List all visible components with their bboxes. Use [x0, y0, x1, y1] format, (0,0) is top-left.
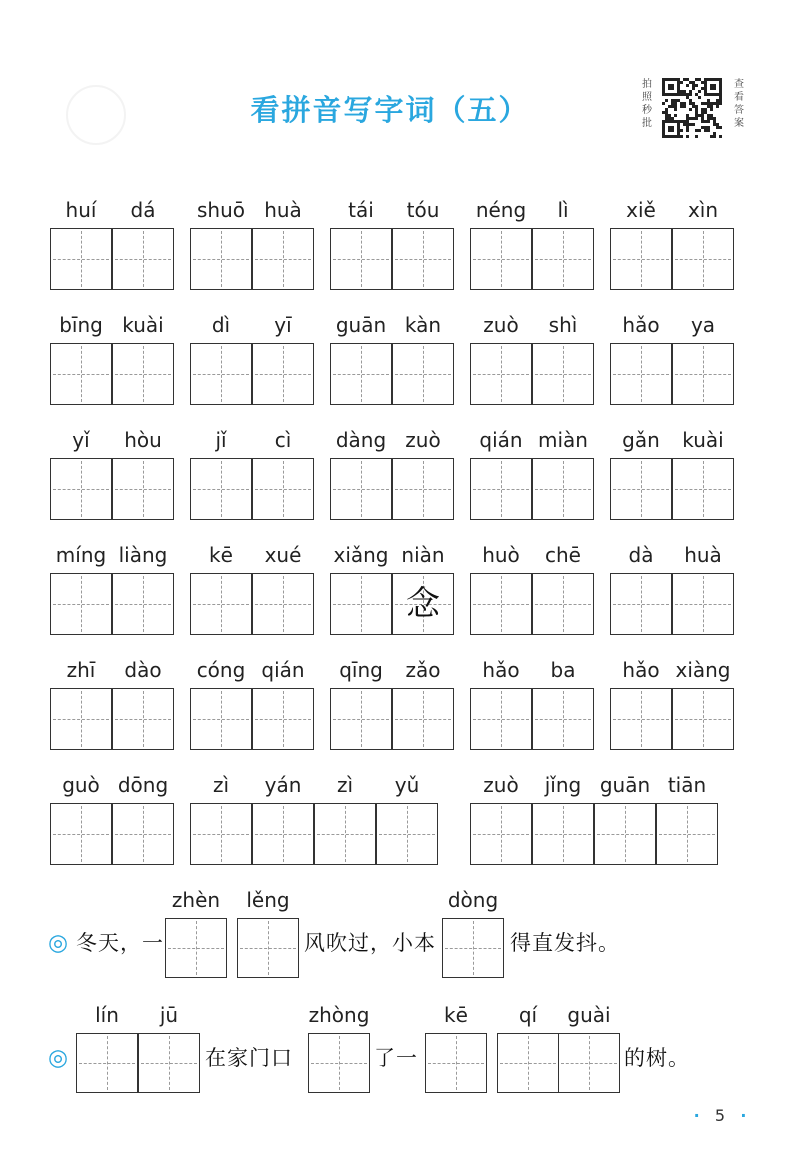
- pinyin-label: cì: [274, 428, 292, 452]
- pinyin-label: zhòng: [308, 1003, 370, 1027]
- sentence-text: 了一: [374, 1046, 418, 1070]
- pinyin-label: jū: [159, 1003, 179, 1027]
- writing-cell[interactable]: [252, 573, 314, 635]
- writing-cell[interactable]: [190, 228, 252, 290]
- writing-cell[interactable]: [656, 803, 718, 865]
- written-character: [393, 689, 453, 749]
- writing-cell[interactable]: [470, 228, 532, 290]
- pinyin-label: bīng: [59, 313, 103, 337]
- writing-cell[interactable]: [330, 458, 392, 520]
- written-character: [533, 229, 593, 289]
- pinyin-label: zhèn: [171, 888, 221, 912]
- pinyin-label: zǎo: [405, 658, 441, 682]
- writing-cell[interactable]: [672, 573, 734, 635]
- writing-cell[interactable]: [425, 1033, 487, 1093]
- written-character: [673, 229, 733, 289]
- written-character: [191, 229, 251, 289]
- writing-cell[interactable]: [532, 343, 594, 405]
- sentence-text: 在家门口: [205, 1046, 293, 1070]
- writing-cell[interactable]: [376, 803, 438, 865]
- written-character: [113, 804, 173, 864]
- writing-cell[interactable]: [50, 458, 112, 520]
- pinyin-label: qīng: [339, 658, 383, 682]
- pinyin-label: yǐ: [72, 428, 90, 452]
- pinyin-label: xué: [264, 543, 302, 567]
- writing-cell[interactable]: [672, 458, 734, 520]
- writing-cell[interactable]: [50, 573, 112, 635]
- pinyin-label: shuō: [196, 198, 245, 222]
- writing-cell[interactable]: [610, 688, 672, 750]
- written-character: [113, 574, 173, 634]
- writing-cell[interactable]: [470, 688, 532, 750]
- writing-cell[interactable]: [50, 688, 112, 750]
- writing-cell[interactable]: [252, 688, 314, 750]
- written-character: [191, 804, 251, 864]
- writing-cell[interactable]: [252, 803, 314, 865]
- circle-bullet-icon: ◎: [48, 930, 69, 956]
- written-character: 念: [406, 584, 440, 624]
- writing-cell[interactable]: [252, 228, 314, 290]
- pinyin-label: dá: [130, 198, 156, 222]
- page-number: [690, 1106, 750, 1125]
- faint-watermark: [66, 85, 126, 145]
- writing-cell[interactable]: [610, 228, 672, 290]
- writing-cell[interactable]: [610, 343, 672, 405]
- written-character: [253, 689, 313, 749]
- writing-cell[interactable]: [252, 343, 314, 405]
- written-character: [253, 229, 313, 289]
- writing-cell[interactable]: [470, 458, 532, 520]
- pinyin-label: liàng: [118, 543, 168, 567]
- pinyin-label: dà: [628, 543, 654, 567]
- pinyin-label: dàng: [335, 428, 387, 452]
- pinyin-label: zì: [336, 773, 354, 797]
- written-character: [595, 804, 655, 864]
- written-character: [331, 344, 391, 404]
- writing-cell[interactable]: [314, 803, 376, 865]
- written-character: [51, 574, 111, 634]
- pinyin-label: lì: [557, 198, 569, 222]
- pinyin-label: kàn: [404, 313, 442, 337]
- pinyin-label: kuài: [682, 428, 724, 452]
- writing-cell[interactable]: [165, 918, 227, 978]
- written-character: [533, 574, 593, 634]
- written-character: [377, 804, 437, 864]
- pinyin-label: zuò: [483, 313, 519, 337]
- writing-cell[interactable]: [112, 343, 174, 405]
- pinyin-label: tóu: [406, 198, 440, 222]
- writing-cell[interactable]: [190, 688, 252, 750]
- writing-cell[interactable]: [308, 1033, 370, 1093]
- written-character: [611, 229, 671, 289]
- written-character: [393, 344, 453, 404]
- writing-cell[interactable]: [672, 343, 734, 405]
- pinyin-label: lěng: [246, 888, 290, 912]
- writing-cell[interactable]: [190, 803, 252, 865]
- written-character: [471, 689, 531, 749]
- qr-answer-block[interactable]: [640, 76, 750, 138]
- page-title: 看拼音写字词（五）: [250, 93, 530, 127]
- written-character: [51, 229, 111, 289]
- written-character: [191, 459, 251, 519]
- writing-cell[interactable]: [330, 228, 392, 290]
- writing-cell[interactable]: [532, 228, 594, 290]
- pinyin-label: hǎo: [482, 658, 520, 682]
- written-character: [673, 344, 733, 404]
- pinyin-label: qián: [261, 658, 305, 682]
- writing-cell[interactable]: [252, 458, 314, 520]
- writing-cell[interactable]: [112, 573, 174, 635]
- written-character: [393, 229, 453, 289]
- written-character: [611, 689, 671, 749]
- pinyin-label: miàn: [538, 428, 588, 452]
- pinyin-label: dòng: [447, 888, 499, 912]
- pinyin-label: huò: [482, 543, 520, 567]
- writing-cell[interactable]: [76, 1033, 138, 1093]
- pinyin-label: huà: [264, 198, 302, 222]
- pinyin-label: kuài: [122, 313, 164, 337]
- page-dot-right: ·: [740, 1106, 747, 1125]
- writing-cell[interactable]: [532, 458, 594, 520]
- writing-cell[interactable]: [392, 573, 454, 635]
- writing-cell[interactable]: [330, 688, 392, 750]
- written-character: [191, 344, 251, 404]
- sentence-text: 的树。: [624, 1046, 690, 1070]
- sentence-text: 冬天，一: [76, 931, 164, 955]
- writing-cell[interactable]: [50, 343, 112, 405]
- pinyin-label: guài: [567, 1003, 611, 1027]
- pinyin-label: niàn: [401, 543, 445, 567]
- written-character: [51, 689, 111, 749]
- pinyin-label: guò: [62, 773, 100, 797]
- sentence-text: 风吹过，小本: [304, 931, 436, 955]
- pinyin-label: kē: [444, 1003, 468, 1027]
- writing-cell[interactable]: [392, 343, 454, 405]
- writing-cell[interactable]: [594, 803, 656, 865]
- written-character: [533, 689, 593, 749]
- written-character: [331, 689, 391, 749]
- writing-cell[interactable]: [442, 918, 504, 978]
- writing-cell[interactable]: [532, 688, 594, 750]
- written-character: [471, 229, 531, 289]
- writing-cell[interactable]: [190, 343, 252, 405]
- writing-cell[interactable]: [112, 803, 174, 865]
- pinyin-label: hǎo: [622, 313, 660, 337]
- page-number-value: 5: [714, 1106, 726, 1125]
- writing-cell[interactable]: [392, 458, 454, 520]
- pinyin-label: xiàng: [675, 658, 731, 682]
- written-character: [533, 804, 593, 864]
- written-character: [315, 804, 375, 864]
- pinyin-label: shì: [548, 313, 578, 337]
- written-character: [253, 804, 313, 864]
- pinyin-label: zuò: [483, 773, 519, 797]
- writing-cell[interactable]: [470, 573, 532, 635]
- writing-cell[interactable]: [112, 228, 174, 290]
- written-character: [113, 459, 173, 519]
- writing-cell[interactable]: [532, 803, 594, 865]
- pinyin-label: qí: [518, 1003, 538, 1027]
- written-character: [253, 574, 313, 634]
- pinyin-label: lín: [95, 1003, 119, 1027]
- pinyin-label: dào: [124, 658, 162, 682]
- pinyin-label: xiǎng: [333, 543, 389, 567]
- writing-cell[interactable]: [470, 803, 532, 865]
- pinyin-label: zuò: [405, 428, 441, 452]
- writing-cell[interactable]: [50, 228, 112, 290]
- writing-cell[interactable]: [112, 458, 174, 520]
- written-character: [331, 459, 391, 519]
- written-character: [51, 459, 111, 519]
- written-character: [331, 229, 391, 289]
- circle-bullet-icon: ◎: [48, 1045, 69, 1071]
- written-character: [393, 459, 453, 519]
- page-dot-left: ·: [693, 1106, 700, 1125]
- pinyin-label: kē: [209, 543, 233, 567]
- pinyin-label: ba: [550, 658, 576, 682]
- pinyin-label: míng: [55, 543, 107, 567]
- pinyin-label: xiě: [626, 198, 656, 222]
- written-character: [471, 574, 531, 634]
- written-character: [113, 689, 173, 749]
- pinyin-label: hòu: [124, 428, 162, 452]
- writing-cell[interactable]: [532, 573, 594, 635]
- writing-cell[interactable]: [672, 228, 734, 290]
- written-character: [673, 459, 733, 519]
- pinyin-label: guān: [599, 773, 651, 797]
- writing-cell[interactable]: [470, 343, 532, 405]
- written-character: [253, 459, 313, 519]
- sentence-text: 得直发抖。: [510, 931, 620, 955]
- pinyin-label: dì: [211, 313, 231, 337]
- writing-cell[interactable]: [392, 228, 454, 290]
- written-character: [673, 574, 733, 634]
- pinyin-label: ya: [690, 313, 716, 337]
- writing-cell[interactable]: [672, 688, 734, 750]
- written-character: [611, 459, 671, 519]
- writing-cell[interactable]: [558, 1033, 620, 1093]
- written-character: [191, 689, 251, 749]
- writing-cell[interactable]: [190, 458, 252, 520]
- written-character: [657, 804, 717, 864]
- writing-cell[interactable]: [330, 573, 392, 635]
- pinyin-label: gǎn: [622, 428, 660, 452]
- writing-cell[interactable]: [112, 688, 174, 750]
- pinyin-label: zhī: [66, 658, 96, 682]
- pinyin-label: chē: [545, 543, 581, 567]
- written-character: [113, 344, 173, 404]
- written-character: [611, 574, 671, 634]
- written-character: [471, 459, 531, 519]
- written-character: [51, 804, 111, 864]
- writing-cell[interactable]: [138, 1033, 200, 1093]
- written-character: [611, 344, 671, 404]
- writing-cell[interactable]: [237, 918, 299, 978]
- pinyin-label: jǐ: [215, 428, 227, 452]
- qr-code-icon[interactable]: [660, 76, 724, 140]
- pinyin-label: yǔ: [394, 773, 420, 797]
- pinyin-label: huà: [684, 543, 722, 567]
- written-character: [471, 344, 531, 404]
- pinyin-label: zì: [212, 773, 230, 797]
- written-character: [331, 574, 391, 634]
- pinyin-label: cóng: [196, 658, 246, 682]
- pinyin-label: tái: [348, 198, 374, 222]
- pinyin-label: xìn: [687, 198, 719, 222]
- qr-left-label: 拍照秒批: [642, 79, 652, 129]
- written-character: [533, 459, 593, 519]
- pinyin-label: yī: [274, 313, 292, 337]
- pinyin-label: qián: [479, 428, 523, 452]
- pinyin-label: huí: [65, 198, 97, 222]
- pinyin-label: néng: [475, 198, 527, 222]
- pinyin-label: dōng: [117, 773, 169, 797]
- writing-cell[interactable]: [392, 688, 454, 750]
- pinyin-label: hǎo: [622, 658, 660, 682]
- written-character: [253, 344, 313, 404]
- pinyin-label: guān: [335, 313, 387, 337]
- pinyin-label: jǐng: [544, 773, 582, 797]
- written-character: [533, 344, 593, 404]
- written-character: [673, 689, 733, 749]
- writing-cell[interactable]: [330, 343, 392, 405]
- writing-cell[interactable]: [190, 573, 252, 635]
- writing-cell[interactable]: [610, 458, 672, 520]
- written-character: [113, 229, 173, 289]
- pinyin-label: yán: [264, 773, 302, 797]
- writing-cell[interactable]: [610, 573, 672, 635]
- pinyin-label: tiān: [667, 773, 707, 797]
- writing-cell[interactable]: [50, 803, 112, 865]
- written-character: [191, 574, 251, 634]
- written-character: [471, 804, 531, 864]
- written-character: [51, 344, 111, 404]
- writing-cell[interactable]: [497, 1033, 559, 1093]
- qr-right-label: 查看答案: [734, 79, 744, 129]
